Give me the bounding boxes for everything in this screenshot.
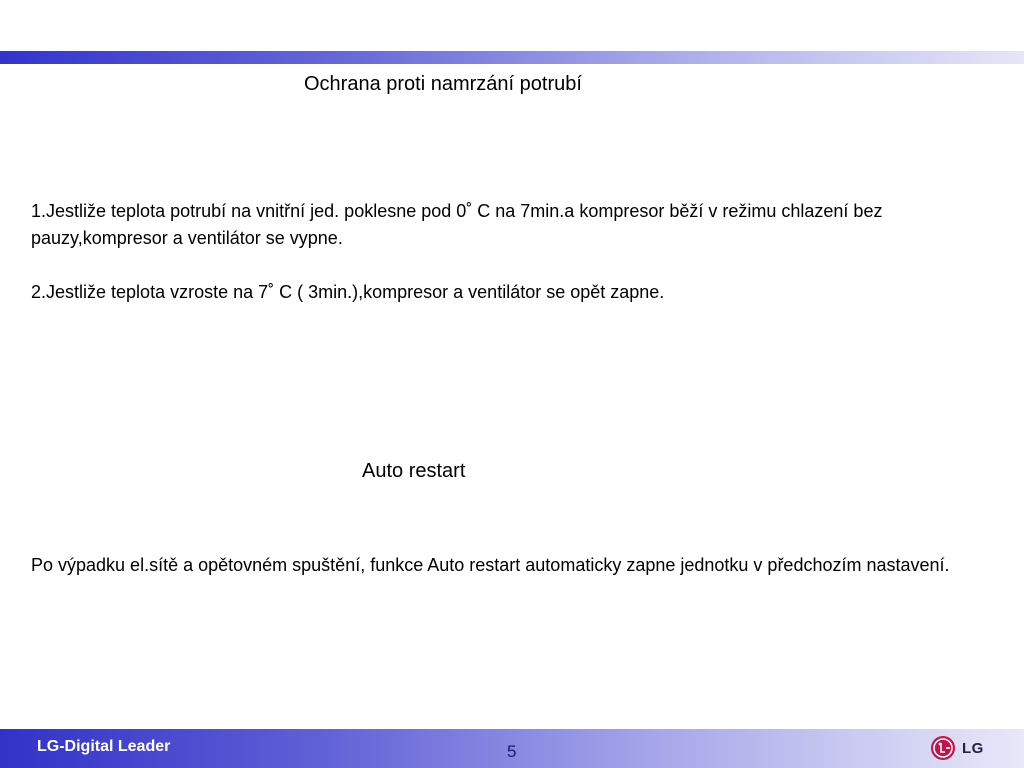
paragraph-freeze-condition: 1.Jestliže teplota potrubí na vnitřní jed. poklesne pod 0˚ C na 7min.a kompresor běží v režimu chlazení bez pauzy,kompresor a ventilátor se vypne. [31, 201, 883, 248]
footer-brand-slogan: LG-Digital Leader [37, 738, 171, 755]
footer-bar [0, 729, 1024, 768]
lg-logo-text: LG [962, 739, 984, 757]
paragraph-auto-restart: Po výpadku el.sítě a opětovném spuštění, funkce Auto restart automaticky zapne jednotku v předchozím nastavení. [31, 555, 950, 575]
lg-logo-icon [930, 735, 956, 761]
lg-logo [930, 735, 984, 761]
slide-title-pipe-freeze-protection: Ochrana proti namrzání potrubí [304, 73, 582, 95]
paragraph-restart-condition: 2.Jestliže teplota vzroste na 7˚ C ( 3min.),kompresor a ventilátor se opět zapne. [31, 282, 665, 302]
top-accent-bar [0, 51, 1024, 64]
page-number: 5 [507, 742, 517, 761]
section-title-auto-restart: Auto restart [362, 460, 466, 482]
